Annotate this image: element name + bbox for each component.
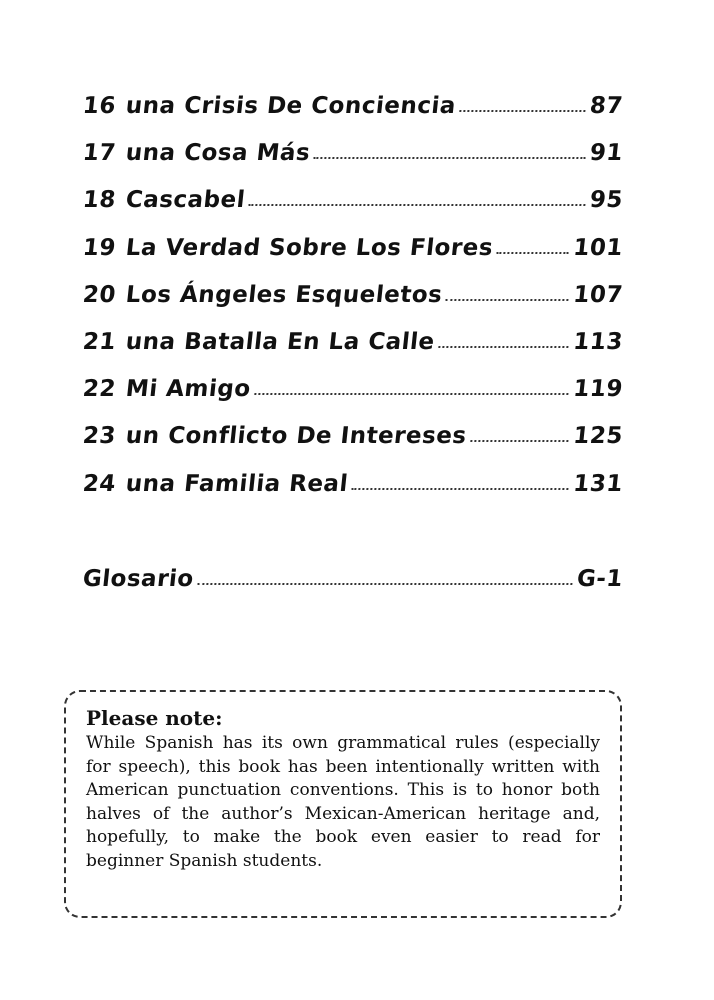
toc-dot-leader: [314, 157, 586, 159]
toc-glossary-entry: [82, 545, 627, 592]
toc-chapter-title: una Familia Real: [124, 470, 350, 497]
toc-dot-leader: [197, 583, 572, 585]
table-of-contents: [81, 72, 625, 592]
toc-chapter-title: Cascabel: [124, 187, 247, 214]
toc-chapter-title: una Cosa Más: [124, 140, 312, 167]
toc-chapter-number: 24: [81, 470, 118, 497]
toc-glossary-page: G-1: [575, 565, 625, 592]
toc-entry: [82, 119, 627, 166]
toc-entry: [82, 308, 627, 355]
toc-dot-leader: [496, 252, 569, 254]
please-note-box: [64, 690, 622, 918]
toc-chapter-number: 23: [81, 423, 118, 450]
toc-dot-leader: [470, 441, 569, 443]
toc-dot-leader: [446, 299, 569, 301]
toc-chapter-title: Mi Amigo: [124, 376, 252, 403]
toc-chapter-title: Los Ángeles Esqueletos: [124, 281, 444, 308]
toc-dot-leader: [248, 205, 585, 207]
note-heading: Please note:: [86, 706, 223, 730]
toc-entry: [82, 261, 627, 308]
note-body: While Spanish has its own grammatical rules (especially for speech), this book has been intentionally written with American punctuation conventions. This is to honor both halves of the author’s Mexican-American heritage and, hopefully, to make the book even easier to read for beginner Spanish students.: [86, 733, 600, 871]
toc-page-number: 131: [572, 470, 625, 497]
toc-page-number: 95: [588, 187, 625, 214]
toc-chapter-number: 18: [81, 187, 118, 214]
toc-chapter-number: 20: [81, 281, 118, 308]
toc-chapter-number: 21: [81, 329, 118, 356]
toc-chapter-number: 22: [81, 376, 118, 403]
toc-glossary-title: Glosario: [81, 565, 196, 592]
toc-dot-leader: [438, 346, 569, 348]
toc-page-number: 119: [572, 376, 625, 403]
toc-page-number: 87: [588, 93, 625, 120]
toc-chapter-title: una Crisis De Conciencia: [124, 93, 458, 120]
toc-page-number: 91: [588, 140, 625, 167]
toc-dot-leader: [351, 488, 569, 490]
toc-entry: [82, 214, 627, 261]
toc-dot-leader: [254, 393, 569, 395]
toc-entry: [82, 402, 627, 449]
toc-page-number: 125: [572, 423, 625, 450]
toc-page-number: 107: [572, 281, 625, 308]
toc-chapter-number: 19: [81, 234, 118, 261]
toc-page-number: 113: [572, 329, 625, 356]
toc-chapter-title: La Verdad Sobre Los Flores: [124, 234, 495, 261]
toc-spacer: [84, 497, 624, 545]
toc-entry: [82, 450, 627, 497]
toc-chapter-title: un Conflicto De Intereses: [124, 423, 468, 450]
toc-page-number: 101: [572, 234, 625, 261]
toc-chapter-title: una Batalla En La Calle: [124, 329, 436, 356]
toc-entry: [82, 72, 627, 119]
toc-dot-leader: [459, 110, 585, 112]
toc-chapter-number: 16: [81, 93, 118, 120]
toc-entry: [82, 166, 627, 213]
toc-chapter-number: 17: [81, 140, 118, 167]
toc-entry: [82, 355, 627, 402]
